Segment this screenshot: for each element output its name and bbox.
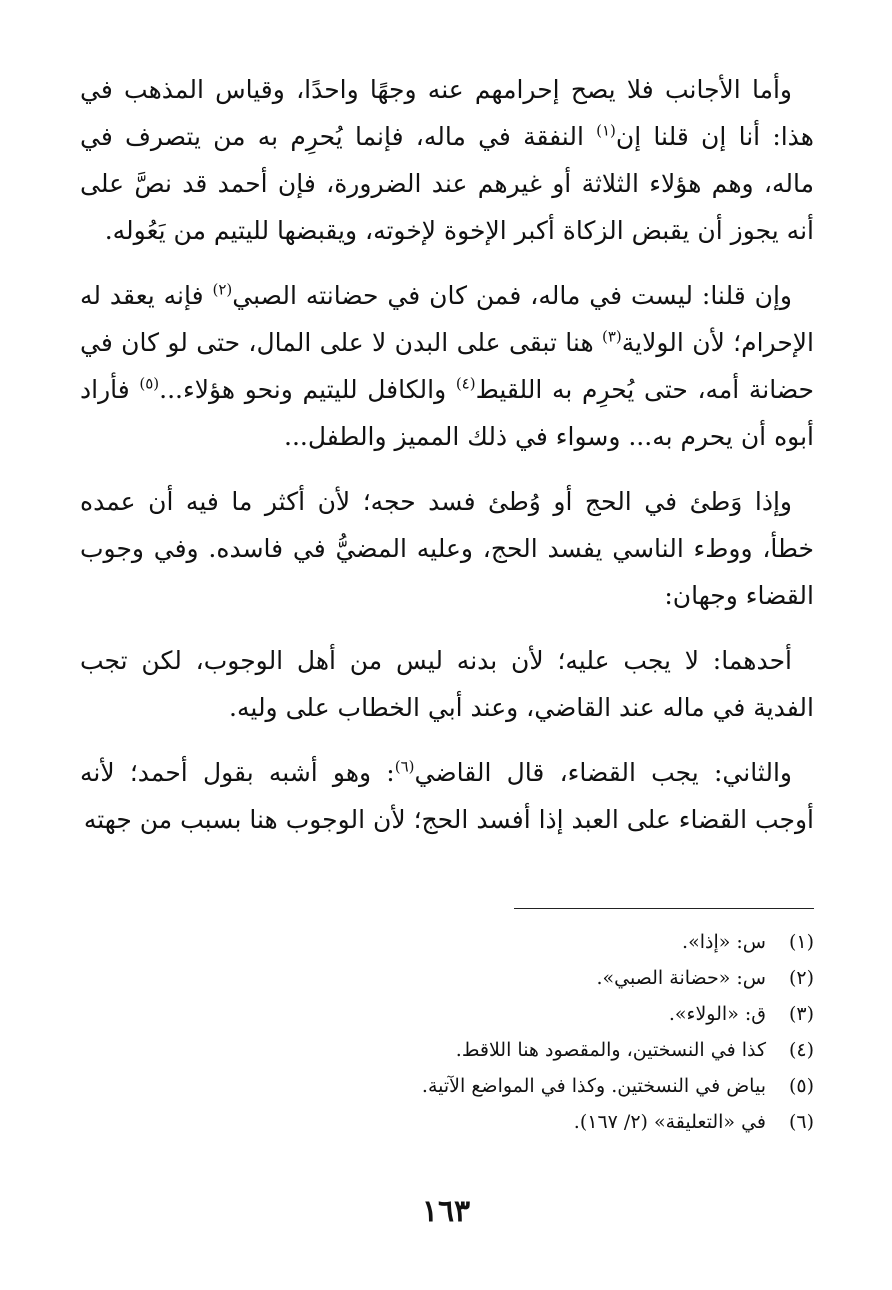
footnote-item (80, 924, 814, 960)
paragraph-text: أحدهما: لا يجب عليه؛ لأن بدنه ليس من أهل الوجوب، لكن تجب الفدية في ماله عند القاضي، وعند أبي الخطاب على وليه. (80, 646, 814, 722)
footnote-number: (٣) (788, 1003, 814, 1025)
footnote-number: (٢) (788, 967, 814, 989)
footnote-text: س: «حضانة الصبي». (596, 967, 766, 989)
footnote-text: ق: «الولاء». (668, 1003, 766, 1025)
footnote-text: س: «إذا». (682, 931, 766, 953)
main-text (80, 66, 814, 843)
footnote-text: في «التعليقة» (٢/ ١٦٧). (573, 1111, 766, 1133)
paragraph (80, 272, 814, 460)
footnote-number: (٦) (788, 1111, 814, 1133)
footnote-item (80, 1104, 814, 1140)
paragraph-text: والكافل لليتيم ونحو هؤلاء... (159, 375, 456, 404)
paragraph-text: النفقة في ماله، فإنما يُحرِم به من يتصرف في ماله، وهم هؤلاء الثلاثة أو غيرهم عند الضرورة، فإن أحمد قد نصَّ على أنه يجوز أن يقبض الزكاة أكبر الإخوة لإخوته، ويقبضها لليتيم من يَعُوله. (80, 122, 814, 245)
footnote-divider (514, 908, 814, 909)
footnote-text: بياض في النسختين. وكذا في المواضع الآتية. (421, 1075, 766, 1097)
paragraph-text: فإنه يعقد له الإحرام؛ لأن الولاية (80, 281, 814, 357)
footnote-reference: (١) (596, 121, 616, 140)
page-number: ١٦٣ (421, 1194, 471, 1229)
footnote-item (80, 960, 814, 996)
paragraph (80, 749, 814, 843)
footnote-reference: (٢) (212, 280, 233, 299)
footnotes-list (80, 924, 814, 1140)
footnote-reference: (٤) (455, 374, 476, 393)
paragraph-text: والثاني: يجب القضاء، قال القاضي (414, 758, 792, 787)
paragraph-text: هنا تبقى على البدن لا على المال، حتى لو كان في حضانة أمه، حتى يُحرِم به اللقيط (80, 328, 814, 404)
footnote-number: (١) (788, 931, 814, 953)
paragraph-text: : وهو أشبه بقول أحمد؛ لأنه أوجب القضاء على العبد إذا أفسد الحج؛ لأن الوجوب هنا بسبب من جهته (80, 758, 814, 834)
paragraph-text: فأراد أبوه أن يحرم به... وسواء في ذلك المميز والطفل... (80, 375, 814, 451)
paragraph-text: وإذا وَطئ في الحج أو وُطئ فسد حجه؛ لأن أكثر ما فيه أن عمده خطأ، ووطء الناسي يفسد الحج، وعليه المضيُّ في فاسده. وفي وجوب القضاء وجهان: (80, 487, 814, 610)
footnote-reference: (٣) (601, 327, 622, 346)
footnote-item (80, 996, 814, 1032)
footnote-number: (٤) (788, 1039, 814, 1061)
paragraph (80, 66, 814, 254)
footnote-number: (٥) (788, 1075, 814, 1097)
paragraph (80, 637, 814, 731)
footnote-reference: (٦) (394, 757, 415, 776)
footnote-item (80, 1032, 814, 1068)
paragraph-text: وإن قلنا: ليست في ماله، فمن كان في حضانته الصبي (232, 281, 793, 310)
footnote-item (80, 1068, 814, 1104)
footnote-reference: (٥) (139, 374, 160, 393)
paragraph (80, 478, 814, 619)
footnote-text: كذا في النسختين، والمقصود هنا اللاقط. (455, 1039, 766, 1061)
paragraph-text: وأما الأجانب فلا يصح إحرامهم عنه وجهًا واحدًا، وقياس المذهب في هذا: أنا إن قلنا إن (80, 75, 814, 151)
